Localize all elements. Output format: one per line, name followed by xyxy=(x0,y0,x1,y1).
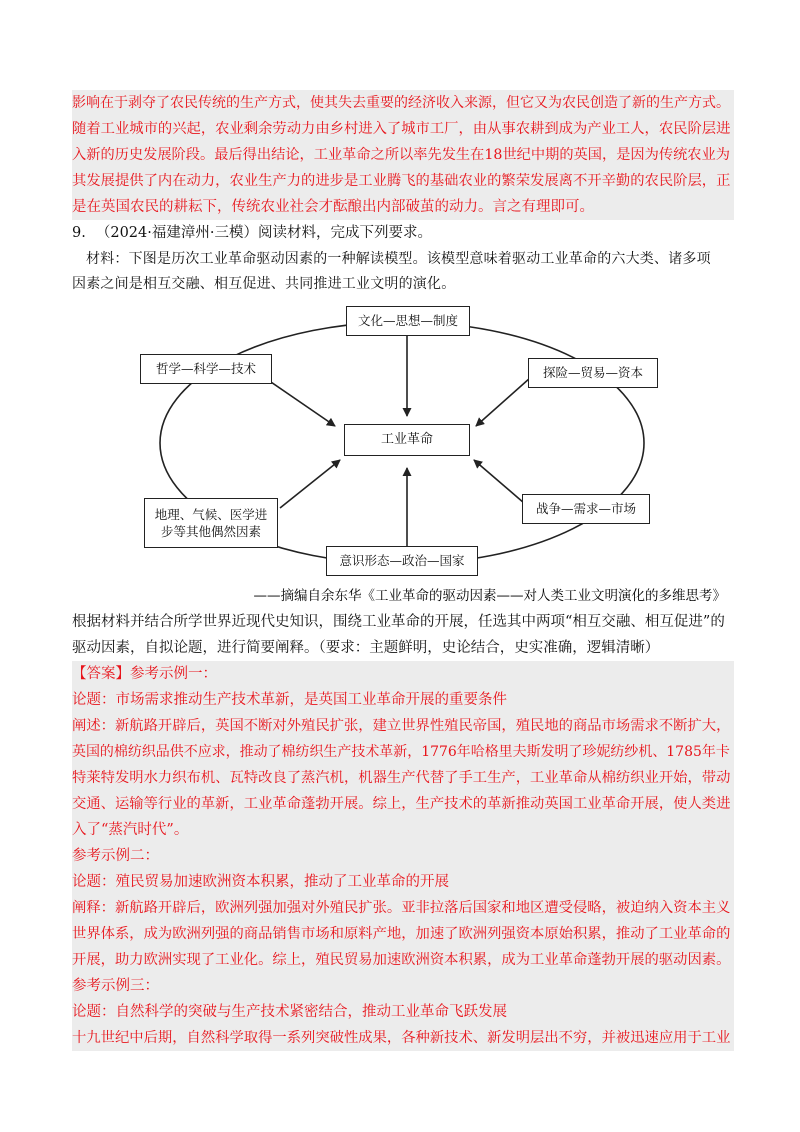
answer-text-line: 十九世纪中后期，自然科学取得一系列突破性成果，各种新技术、新发明层出不穷，并被迅速应用于工业 xyxy=(72,1025,734,1051)
answer-text-line: 其发展提供了内在动力，农业生产力的进步是工业腾飞的基础农业的繁荣发展离不开辛勤的农民阶层，正 xyxy=(72,168,734,194)
answer-text-line: 是在英国农民的耕耘下，传统农业社会才酝酿出内部破茧的动力。言之有理即可。 xyxy=(72,194,734,220)
answer-text-line: 入新的历史发展阶段。最后得出结论，工业革命之所以率先发生在18世纪中期的英国，是因为传统农业为 xyxy=(72,142,734,168)
question-source: （2024·福建漳州·三模）阅读材料，完成下列要求。 xyxy=(95,225,432,241)
answer-text-line: 世界体系，成为欧洲列强的商品销售市场和原料产地，加速了欧洲列强资本原始积累，推动了工业革命的 xyxy=(72,921,734,947)
answer-text-line: 论题：自然科学的突破与生产技术紧密结合，推动工业革命飞跃发展 xyxy=(72,999,734,1025)
question-number: 9. xyxy=(72,225,86,241)
material-text-line: 材料：下图是历次工业革命驱动因素的一种解读模型。该模型意味着驱动工业革命的六大类、诸多项 xyxy=(86,251,711,267)
answer-text-line: 影响在于剥夺了农民传统的生产方式，使其失去重要的经济收入来源，但它又为农民创造了新的生产方式。 xyxy=(72,90,734,116)
box-line: 地理、气候、医学进 xyxy=(154,506,268,522)
answer-text-line: 英国的棉纺织品供不应求，推动了棉纺织生产技术革新，1776年哈格里夫斯发明了珍妮纺纱机、1785年卡 xyxy=(72,739,734,765)
answer-text-line: 阐述：新航路开辟后，英国不断对外殖民扩张，建立世界性殖民帝国，殖民地的商品市场需求不断扩大， xyxy=(72,713,734,739)
answer-text-line: 阐释：新航路开辟后，欧洲列强加强对外殖民扩张。亚非拉落后国家和地区遭受侵略，被迫纳入资本主义 xyxy=(72,895,734,921)
answer-text-line: 交通、运输等行业的革新，工业革命蓬勃开展。综上，生产技术的革新推动英国工业革命开展，使人类进 xyxy=(72,791,734,817)
answer-text-line: 随着工业城市的兴起，农业剩余劳动力由乡村进入了城市工厂，由从事农耕到成为产业工人，农民阶层进 xyxy=(72,116,734,142)
answer-header xyxy=(72,661,734,687)
box-ideology-politics-state: 意识形态—政治—国家 xyxy=(326,546,478,576)
arrow-right-bottom xyxy=(474,460,524,503)
box-exploration-trade-capital: 探险—贸易—资本 xyxy=(528,358,658,388)
industrial-revolution-diagram xyxy=(140,298,660,582)
example-title: 参考示例三： xyxy=(72,973,734,999)
answer-text-line: 特莱特发明水力织布机、瓦特改良了蒸汽机，机器生产代替了手工生产，工业革命从棉纺织业开始，带动 xyxy=(72,765,734,791)
box-geography-climate-medicine xyxy=(144,498,278,548)
material-text-line: 因素之间是相互交融、相互促进、共同推进工业文明的演化。 xyxy=(72,276,456,292)
example-title: 参考示例二： xyxy=(72,843,734,869)
box-culture-thought-system: 文化—思想—制度 xyxy=(346,306,470,336)
task-text-line: 根据材料并结合所学世界近现代史知识，围绕工业革命的开展，任选其中两项“相互交融、相互促进”的 xyxy=(72,614,725,630)
answer-text-line: 论题：市场需求推动生产技术革新，是英国工业革命开展的重要条件 xyxy=(72,687,734,713)
arrow-left-bottom xyxy=(280,460,340,508)
task-text-line: 驱动因素，自拟论题，进行简要阐释。（要求：主题鲜明，史论结合，史实准确，逻辑清晰） xyxy=(72,640,660,656)
box-line: 步等其他偶然因素 xyxy=(160,524,261,539)
arrow-right-top xyxy=(476,378,530,426)
example-title: 参考示例一： xyxy=(130,666,217,682)
answer-text-line: 入了“蒸汽时代”。 xyxy=(72,817,734,843)
question-header xyxy=(72,220,734,246)
answer-tag: 【答案】 xyxy=(72,666,130,682)
answer-text-line: 开展，助力欧洲实现了工业化。综上，殖民贸易加速欧洲资本积累，成为工业革命蓬勃开展的驱动因素。 xyxy=(72,947,734,973)
box-war-demand-market: 战争—需求—市场 xyxy=(522,494,650,524)
arrow-left-top xyxy=(268,380,335,426)
box-philosophy-science-tech: 哲学—科学—技术 xyxy=(140,354,272,384)
answer-text-line: 论题：殖民贸易加速欧洲资本积累，推动了工业革命的开展 xyxy=(72,869,734,895)
box-industrial-revolution: 工业革命 xyxy=(344,424,470,456)
source-caption: ——摘编自余东华《工业革命的驱动因素——对人类工业文明演化的多维思考》 xyxy=(253,588,726,604)
